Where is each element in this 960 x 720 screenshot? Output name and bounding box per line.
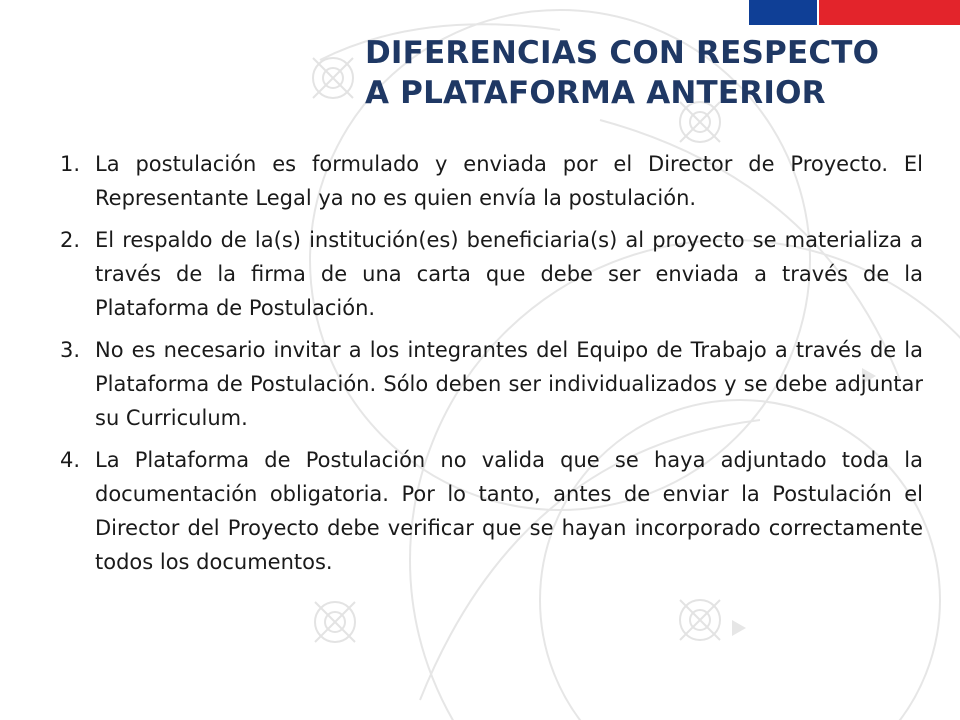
flag-bar	[749, 0, 960, 25]
target-icon	[315, 602, 355, 642]
list-item	[60, 147, 923, 215]
slide-title	[365, 33, 955, 113]
flag-blue-segment	[749, 0, 817, 25]
list-item	[60, 223, 923, 325]
list-item-text: La Plataforma de Postulación no valida que se haya adjuntado toda la documentación obligatoria. Por lo tanto, antes de enviar la Postulación el Director del Proyecto debe verificar que se hayan incorporado correctamente todos los documentos.	[95, 448, 923, 574]
list-item-text: El respaldo de la(s) institución(es) beneficiaria(s) al proyecto se materializa a través de la firma de una carta que debe ser enviada a través de la Plataforma de Postulación.	[95, 228, 923, 320]
slide-title-line-1: DIFERENCIAS CON RESPECTO	[365, 35, 880, 71]
target-icon	[680, 600, 720, 640]
list-item	[60, 333, 923, 435]
list-item-number: 3.	[60, 338, 81, 362]
target-icon	[313, 58, 353, 98]
flag-red-segment	[819, 0, 960, 25]
list-item-text: No es necesario invitar a los integrantes del Equipo de Trabajo a través de la Plataforma de Postulación. Sólo deben ser individualizados y se debe adjuntar su Curriculum.	[95, 338, 923, 430]
list-item-number: 2.	[60, 228, 81, 252]
list-item	[60, 443, 923, 579]
list-item-number: 4.	[60, 448, 81, 472]
differences-list	[60, 147, 923, 587]
list-item-text: La postulación es formulado y enviada por el Director de Proyecto. El Representante Legal ya no es quien envía la postulación.	[95, 152, 923, 210]
list-item-number: 1.	[60, 152, 81, 176]
slide-title-line-2: A PLATAFORMA ANTERIOR	[365, 75, 826, 111]
